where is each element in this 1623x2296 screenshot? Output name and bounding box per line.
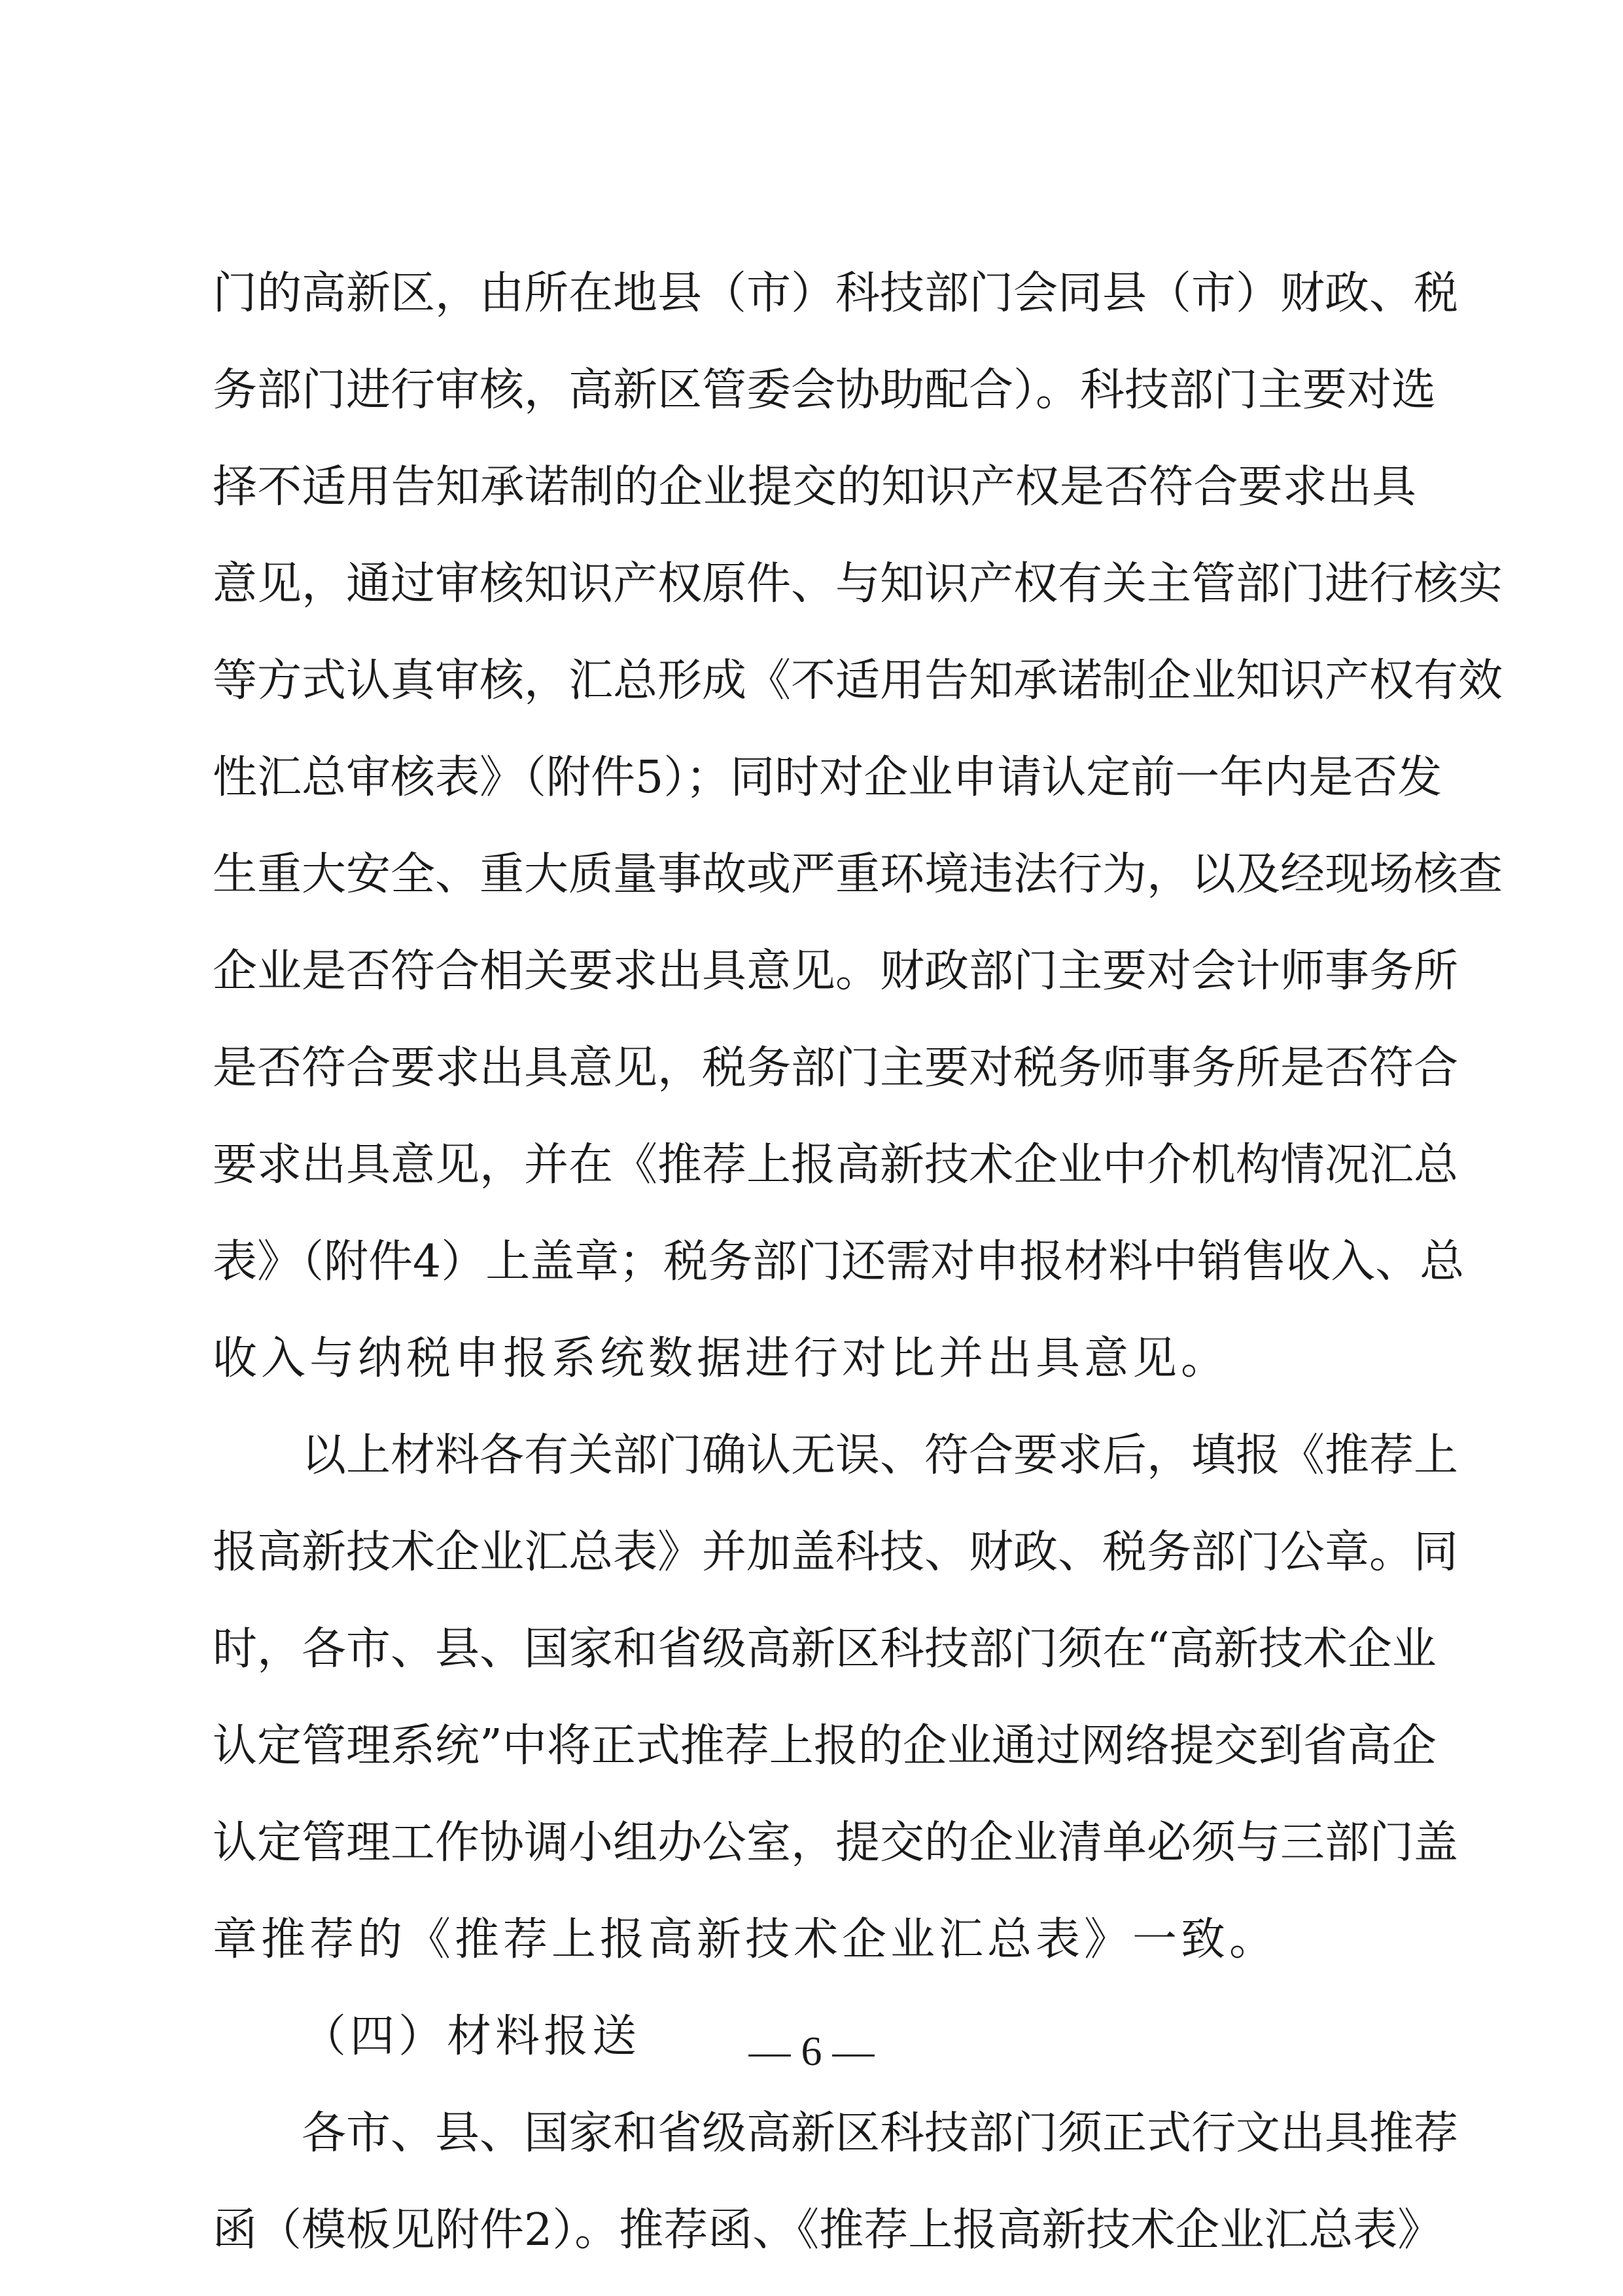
section-heading: （四）材料报送 [302,2011,641,2062]
page-number: — 6 — [748,2028,875,2074]
text-line: 报高新技术企业汇总表》并加盖科技、财政、税务部门公章。同 [213,1527,1459,1578]
text-line: 以上材料各有关部门确认无误、符合要求后，填报《推荐上 [302,1430,1459,1481]
text-line: 认定管理工作协调小组办公室，提交的企业清单必须与三部门盖 [213,1817,1459,1869]
text-line: 各市、县、国家和省级高新区科技部门须正式行文出具推荐 [302,2108,1459,2159]
text-line: 生重大安全、重大质量事故或严重环境违法行为，以及经现场核查 [213,849,1503,900]
text-line: 函（模板见附件2）。推荐函、《推荐上报高新技术企业汇总表》 [213,2204,1442,2256]
text-line: 门的高新区，由所在地县（市）科技部门会同县（市）财政、税 [213,268,1459,319]
text-line: 认定管理系统”中将正式推荐上报的企业通过网络提交到省高企 [213,1720,1437,1772]
text-line: 章推荐的《推荐上报高新技术企业汇总表》一致。 [213,1914,1278,1966]
text-line: 要求出具意见，并在《推荐上报高新技术企业中介机构情况汇总 [213,1139,1459,1191]
text-line: 等方式认真审核，汇总形成《不适用告知承诺制企业知识产权有效 [213,655,1503,707]
text-line: 表》（附件4）上盖章；税务部门还需对申报材料中销售收入、总 [213,1236,1465,1288]
text-line: 收入与纳税申报系统数据进行对比并出具意见。 [213,1333,1230,1385]
text-line: 企业是否符合相关要求出具意见。财政部门主要对会计师事务所 [213,945,1459,997]
text-line: 务部门进行审核，高新区管委会协助配合）。科技部门主要对选 [213,364,1437,416]
text-line: 意见，通过审核知识产权原件、与知识产权有关主管部门进行核实 [213,558,1503,610]
text-line: 时，各市、县、国家和省级高新区科技部门须在“高新技术企业 [213,1623,1437,1675]
text-line: 是否符合要求出具意见，税务部门主要对税务师事务所是否符合 [213,1042,1459,1094]
text-line: 性汇总审核表》（附件5）；同时对企业申请认定前一年内是否发 [213,752,1442,804]
text-line: 择不适用告知承诺制的企业提交的知识产权是否符合要求出具 [213,461,1416,513]
document-body [213,245,1503,2279]
